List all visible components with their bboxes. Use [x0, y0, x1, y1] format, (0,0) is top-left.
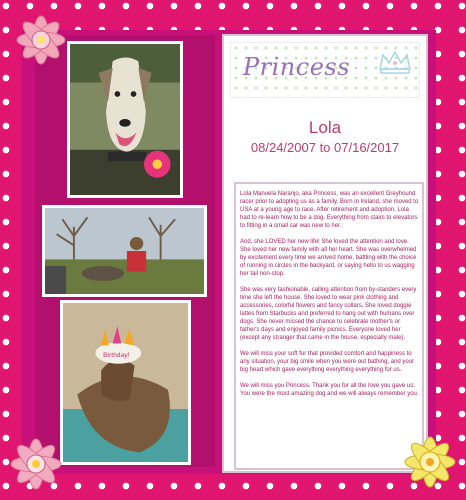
- photo-park-scene: [42, 205, 207, 297]
- story-paragraph: And, she LOVED her new life! She loved the attention and love. She loved her new family with all her heart. She was overwhelmed by excitement every time we arrived home, battling with the choice of running in circles in the backyard, or saying hello to us wagging her tail non-stop.: [240, 239, 417, 277]
- birthday-hat-text: Birthday!: [103, 351, 130, 359]
- crown-icon: [377, 49, 413, 75]
- text-panel: [222, 34, 428, 473]
- photo-greyhound-portrait: [67, 41, 183, 198]
- memorial-dates: 08/24/2007 to 07/16/2017: [250, 140, 400, 155]
- banner-title: Princess: [243, 53, 351, 81]
- flower-top-left-icon: [0, 0, 82, 80]
- story-paragraph: We will miss you Princess. Thank you for all the love you gave us. You were the most amazing dog and we will always remember you.: [240, 383, 419, 397]
- story-paragraph: Lola Manuela Naranjo, aka Princess, was an excellent Greyhound racer prior to adopting us as a family. Born in Ireland, she moved to USA at a young age to race. After retirement and adoption, Lola had to re-learn how to be a dog. Everything from stairs to elevators to fitting in a small car was new to her.: [240, 191, 419, 229]
- story-paragraph: She was very fashionable, calling attention from by-standers every time she left the house. She loved to wear pink clothing and accessories, colorful flowers and fancy collars. She loved doggie lattes from Starbucks and preferred to hang out with humans over dogs. She never missed the chance to celebrate mother's or father's days and enjoyed family picnics. Everyone loved her (except any stranger that came in the house, especially male).: [240, 287, 417, 341]
- flower-bottom-right-icon: [388, 418, 466, 500]
- flower-bottom-left-icon: [0, 418, 82, 500]
- park-scene-image: [45, 208, 204, 294]
- princess-banner: [230, 42, 420, 98]
- story-paragraph: We will miss your soft fur that provided comfort and happiness to any situation, your big smile when you were out bathing, and your big heart which gave everything everything everything for us.: [240, 351, 415, 373]
- greyhound-portrait-image: [70, 44, 180, 195]
- memorial-name: Lola: [308, 118, 342, 137]
